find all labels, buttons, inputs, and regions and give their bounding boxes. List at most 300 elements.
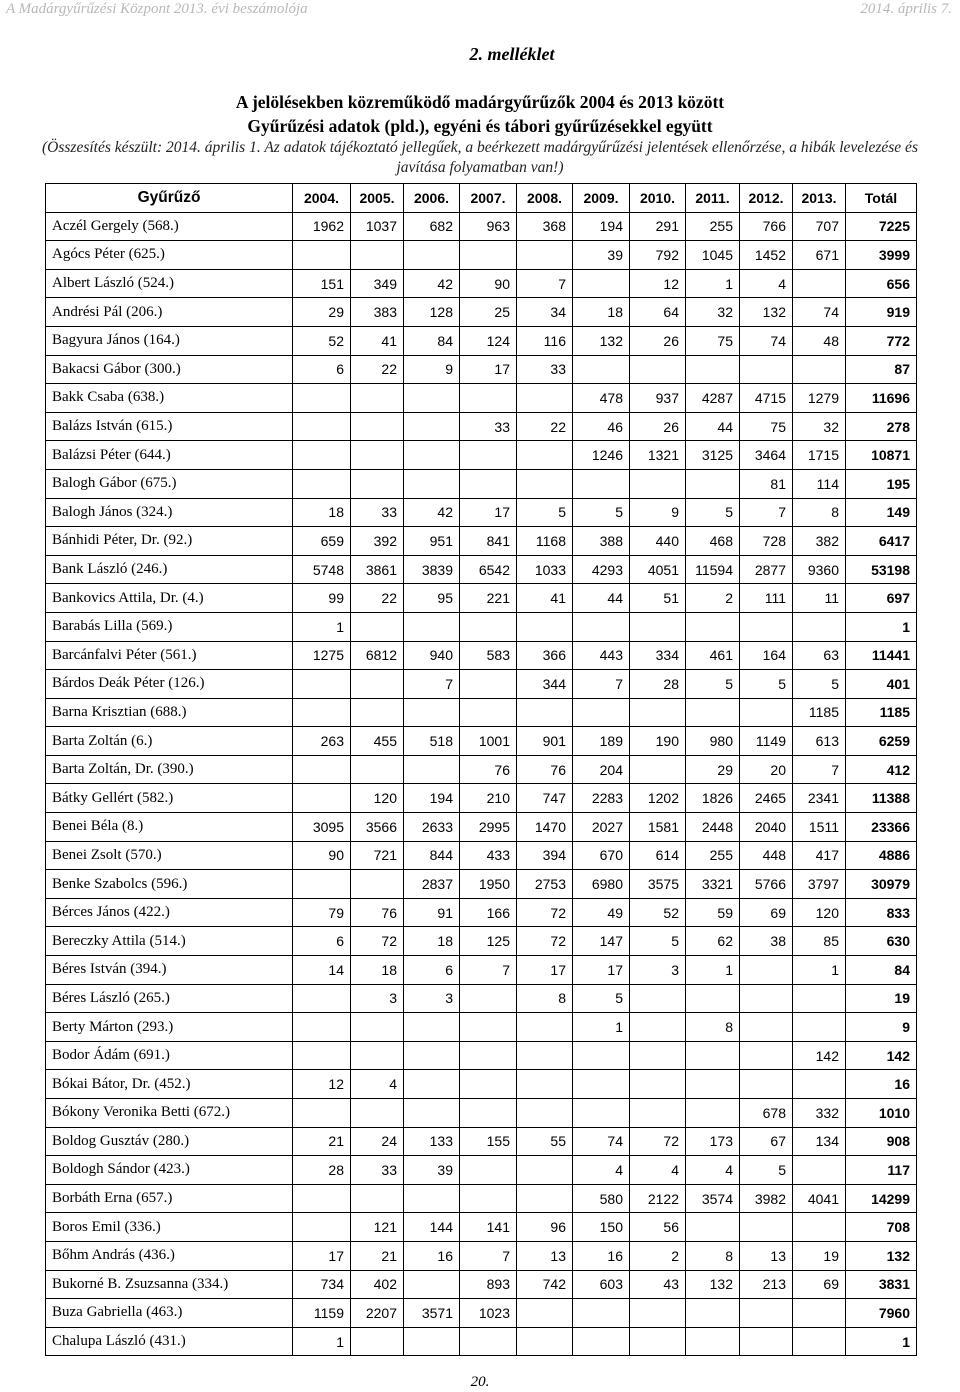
year-count-cell bbox=[793, 1156, 846, 1185]
year-count-cell: 210 bbox=[460, 784, 517, 813]
column-header-year: 2013. bbox=[793, 184, 846, 213]
total-cell: 833 bbox=[846, 898, 917, 927]
year-count-cell: 1275 bbox=[293, 641, 351, 670]
total-cell: 708 bbox=[846, 1213, 917, 1242]
year-count-cell: 151 bbox=[293, 269, 351, 298]
year-count-cell: 5 bbox=[517, 498, 573, 527]
ringer-name-cell: Albert László (524.) bbox=[46, 269, 293, 298]
year-count-cell bbox=[404, 469, 460, 498]
year-count-cell: 42 bbox=[404, 498, 460, 527]
column-header-year: 2007. bbox=[460, 184, 517, 213]
year-count-cell bbox=[793, 1327, 846, 1356]
year-count-cell bbox=[630, 984, 686, 1013]
year-count-cell: 1470 bbox=[517, 813, 573, 842]
year-count-cell: 4051 bbox=[630, 555, 686, 584]
year-count-cell bbox=[793, 269, 846, 298]
year-count-cell: 114 bbox=[793, 469, 846, 498]
year-count-cell bbox=[517, 1184, 573, 1213]
total-cell: 23366 bbox=[846, 813, 917, 842]
year-count-cell bbox=[793, 612, 846, 641]
year-count-cell: 96 bbox=[517, 1213, 573, 1242]
year-count-cell: 90 bbox=[293, 841, 351, 870]
year-count-cell: 392 bbox=[351, 527, 404, 556]
year-count-cell: 33 bbox=[460, 412, 517, 441]
year-count-cell: 583 bbox=[460, 641, 517, 670]
table-row bbox=[46, 1299, 917, 1328]
year-count-cell: 17 bbox=[293, 1241, 351, 1270]
year-count-cell: 1001 bbox=[460, 727, 517, 756]
year-count-cell: 74 bbox=[740, 326, 793, 355]
year-count-cell: 9360 bbox=[793, 555, 846, 584]
year-count-cell bbox=[293, 441, 351, 470]
year-count-cell: 49 bbox=[573, 898, 630, 927]
table-row bbox=[46, 355, 917, 384]
ringer-name-cell: Balázs István (615.) bbox=[46, 412, 293, 441]
year-count-cell: 18 bbox=[573, 298, 630, 327]
total-cell: 3831 bbox=[846, 1270, 917, 1299]
year-count-cell: 44 bbox=[573, 584, 630, 613]
year-count-cell: 4293 bbox=[573, 555, 630, 584]
year-count-cell: 72 bbox=[517, 898, 573, 927]
year-count-cell: 221 bbox=[460, 584, 517, 613]
year-count-cell: 670 bbox=[573, 841, 630, 870]
year-count-cell: 5766 bbox=[740, 870, 793, 899]
year-count-cell bbox=[740, 1013, 793, 1042]
column-header-year: 2010. bbox=[630, 184, 686, 213]
year-count-cell: 1045 bbox=[686, 241, 740, 270]
year-count-cell: 3571 bbox=[404, 1299, 460, 1328]
year-count-cell: 173 bbox=[686, 1127, 740, 1156]
year-count-cell: 382 bbox=[793, 527, 846, 556]
ringers-table-container bbox=[45, 183, 916, 1356]
table-row bbox=[46, 1156, 917, 1185]
year-count-cell: 1321 bbox=[630, 441, 686, 470]
year-count-cell: 5 bbox=[686, 498, 740, 527]
year-count-cell: 344 bbox=[517, 670, 573, 699]
year-count-cell: 388 bbox=[573, 527, 630, 556]
year-count-cell: 134 bbox=[793, 1127, 846, 1156]
year-count-cell: 742 bbox=[517, 1270, 573, 1299]
table-row bbox=[46, 1270, 917, 1299]
year-count-cell bbox=[404, 384, 460, 413]
table-row bbox=[46, 612, 917, 641]
year-count-cell bbox=[573, 269, 630, 298]
year-count-cell bbox=[460, 441, 517, 470]
year-count-cell bbox=[351, 1041, 404, 1070]
total-cell: 53198 bbox=[846, 555, 917, 584]
year-count-cell: 980 bbox=[686, 727, 740, 756]
total-cell: 1 bbox=[846, 1327, 917, 1356]
year-count-cell: 19 bbox=[793, 1241, 846, 1270]
ringer-name-cell: Agócs Péter (625.) bbox=[46, 241, 293, 270]
year-count-cell: 132 bbox=[686, 1270, 740, 1299]
year-count-cell bbox=[686, 984, 740, 1013]
year-count-cell: 1149 bbox=[740, 727, 793, 756]
year-count-cell: 79 bbox=[293, 898, 351, 927]
year-count-cell: 2633 bbox=[404, 813, 460, 842]
year-count-cell: 9 bbox=[404, 355, 460, 384]
ringer-name-cell: Berty Márton (293.) bbox=[46, 1013, 293, 1042]
year-count-cell: 41 bbox=[351, 326, 404, 355]
year-count-cell: 125 bbox=[460, 927, 517, 956]
total-cell: 30979 bbox=[846, 870, 917, 899]
year-count-cell bbox=[517, 1013, 573, 1042]
year-count-cell bbox=[460, 1184, 517, 1213]
year-count-cell: 478 bbox=[573, 384, 630, 413]
year-count-cell: 91 bbox=[404, 898, 460, 927]
year-count-cell: 155 bbox=[460, 1127, 517, 1156]
total-cell: 656 bbox=[846, 269, 917, 298]
year-count-cell: 844 bbox=[404, 841, 460, 870]
total-cell: 401 bbox=[846, 670, 917, 699]
year-count-cell: 4 bbox=[630, 1156, 686, 1185]
year-count-cell: 2122 bbox=[630, 1184, 686, 1213]
total-cell: 87 bbox=[846, 355, 917, 384]
year-count-cell: 937 bbox=[630, 384, 686, 413]
year-count-cell: 76 bbox=[517, 755, 573, 784]
summary-note-line-1: (Összesítés készült: 2014. április 1. Az adatok tájékoztató jellegűek, a beérkezett madárgyűrűzési jelentések ellenőrzése, a hibák levelezése és bbox=[42, 139, 918, 156]
total-cell: 195 bbox=[846, 469, 917, 498]
year-count-cell bbox=[573, 698, 630, 727]
year-count-cell: 33 bbox=[351, 498, 404, 527]
year-count-cell: 2877 bbox=[740, 555, 793, 584]
table-row bbox=[46, 241, 917, 270]
year-count-cell: 255 bbox=[686, 212, 740, 241]
year-count-cell bbox=[293, 1013, 351, 1042]
total-cell: 919 bbox=[846, 298, 917, 327]
total-cell: 3999 bbox=[846, 241, 917, 270]
year-count-cell bbox=[460, 698, 517, 727]
year-count-cell: 147 bbox=[573, 927, 630, 956]
year-count-cell: 39 bbox=[573, 241, 630, 270]
year-count-cell: 1 bbox=[793, 956, 846, 985]
table-row bbox=[46, 555, 917, 584]
total-cell: 630 bbox=[846, 927, 917, 956]
year-count-cell: 2837 bbox=[404, 870, 460, 899]
table-row bbox=[46, 841, 917, 870]
year-count-cell bbox=[460, 469, 517, 498]
year-count-cell: 17 bbox=[517, 956, 573, 985]
annex-label: 2. melléklet bbox=[469, 44, 555, 64]
column-header-year: 2005. bbox=[351, 184, 404, 213]
year-count-cell bbox=[293, 1099, 351, 1128]
total-cell: 9 bbox=[846, 1013, 917, 1042]
table-row bbox=[46, 641, 917, 670]
year-count-cell: 671 bbox=[793, 241, 846, 270]
year-count-cell: 1452 bbox=[740, 241, 793, 270]
year-count-cell bbox=[630, 1041, 686, 1070]
total-cell: 1 bbox=[846, 612, 917, 641]
year-count-cell bbox=[351, 1184, 404, 1213]
year-count-cell bbox=[404, 1270, 460, 1299]
year-count-cell: 1023 bbox=[460, 1299, 517, 1328]
year-count-cell bbox=[517, 1070, 573, 1099]
ringer-name-cell: Boros Emil (336.) bbox=[46, 1213, 293, 1242]
year-count-cell bbox=[404, 1327, 460, 1356]
year-count-cell bbox=[293, 984, 351, 1013]
year-count-cell bbox=[793, 1299, 846, 1328]
year-count-cell: 194 bbox=[404, 784, 460, 813]
year-count-cell: 24 bbox=[351, 1127, 404, 1156]
year-count-cell: 69 bbox=[793, 1270, 846, 1299]
year-count-cell: 1 bbox=[573, 1013, 630, 1042]
year-count-cell: 26 bbox=[630, 326, 686, 355]
ringer-name-cell: Chalupa László (431.) bbox=[46, 1327, 293, 1356]
year-count-cell bbox=[351, 469, 404, 498]
year-count-cell: 52 bbox=[293, 326, 351, 355]
year-count-cell: 128 bbox=[404, 298, 460, 327]
header-report-title: A Madárgyűrűzési Központ 2013. évi beszámolója bbox=[6, 1, 308, 17]
year-count-cell: 43 bbox=[630, 1270, 686, 1299]
year-count-cell bbox=[686, 1099, 740, 1128]
year-count-cell: 2995 bbox=[460, 813, 517, 842]
table-row bbox=[46, 813, 917, 842]
year-count-cell: 72 bbox=[517, 927, 573, 956]
year-count-cell: 5 bbox=[740, 670, 793, 699]
year-count-cell: 41 bbox=[517, 584, 573, 613]
year-count-cell: 67 bbox=[740, 1127, 793, 1156]
year-count-cell: 707 bbox=[793, 212, 846, 241]
year-count-cell bbox=[351, 755, 404, 784]
year-count-cell bbox=[517, 1299, 573, 1328]
year-count-cell bbox=[351, 670, 404, 699]
year-count-cell bbox=[351, 1327, 404, 1356]
year-count-cell: 84 bbox=[404, 326, 460, 355]
year-count-cell: 28 bbox=[630, 670, 686, 699]
year-count-cell bbox=[630, 355, 686, 384]
total-cell: 19 bbox=[846, 984, 917, 1013]
year-count-cell: 5748 bbox=[293, 555, 351, 584]
table-row bbox=[46, 698, 917, 727]
ringer-name-cell: Borbáth Erna (657.) bbox=[46, 1184, 293, 1213]
ringer-name-cell: Bérces János (422.) bbox=[46, 898, 293, 927]
year-count-cell bbox=[293, 1213, 351, 1242]
year-count-cell: 95 bbox=[404, 584, 460, 613]
table-row bbox=[46, 441, 917, 470]
year-count-cell bbox=[404, 1184, 460, 1213]
year-count-cell: 1715 bbox=[793, 441, 846, 470]
year-count-cell: 7 bbox=[740, 498, 793, 527]
year-count-cell: 841 bbox=[460, 527, 517, 556]
year-count-cell bbox=[793, 984, 846, 1013]
year-count-cell: 603 bbox=[573, 1270, 630, 1299]
year-count-cell bbox=[630, 612, 686, 641]
year-count-cell: 417 bbox=[793, 841, 846, 870]
year-count-cell bbox=[686, 612, 740, 641]
year-count-cell: 25 bbox=[460, 298, 517, 327]
year-count-cell bbox=[293, 384, 351, 413]
year-count-cell: 613 bbox=[793, 727, 846, 756]
year-count-cell: 59 bbox=[686, 898, 740, 927]
ringer-name-cell: Andrési Pál (206.) bbox=[46, 298, 293, 327]
year-count-cell: 62 bbox=[686, 927, 740, 956]
year-count-cell bbox=[573, 469, 630, 498]
year-count-cell: 334 bbox=[630, 641, 686, 670]
year-count-cell bbox=[460, 241, 517, 270]
table-row bbox=[46, 498, 917, 527]
year-count-cell: 8 bbox=[686, 1241, 740, 1270]
column-header-year: 2008. bbox=[517, 184, 573, 213]
year-count-cell: 1159 bbox=[293, 1299, 351, 1328]
ringer-name-cell: Bárdos Deák Péter (126.) bbox=[46, 670, 293, 699]
year-count-cell: 55 bbox=[517, 1127, 573, 1156]
year-count-cell: 32 bbox=[686, 298, 740, 327]
ringer-name-cell: Barta Zoltán, Dr. (390.) bbox=[46, 755, 293, 784]
ringer-name-cell: Bőhm András (436.) bbox=[46, 1241, 293, 1270]
ringers-table bbox=[45, 183, 917, 1356]
year-count-cell: 394 bbox=[517, 841, 573, 870]
year-count-cell: 6 bbox=[404, 956, 460, 985]
year-count-cell: 3095 bbox=[293, 813, 351, 842]
table-row bbox=[46, 1041, 917, 1070]
year-count-cell bbox=[460, 670, 517, 699]
year-count-cell bbox=[686, 1213, 740, 1242]
ringer-name-cell: Boldogh Sándor (423.) bbox=[46, 1156, 293, 1185]
year-count-cell: 940 bbox=[404, 641, 460, 670]
total-cell: 6417 bbox=[846, 527, 917, 556]
year-count-cell bbox=[686, 1327, 740, 1356]
year-count-cell: 204 bbox=[573, 755, 630, 784]
table-row bbox=[46, 384, 917, 413]
year-count-cell: 1826 bbox=[686, 784, 740, 813]
year-count-cell: 75 bbox=[686, 326, 740, 355]
year-count-cell: 111 bbox=[740, 584, 793, 613]
year-count-cell: 85 bbox=[793, 927, 846, 956]
total-cell: 1185 bbox=[846, 698, 917, 727]
year-count-cell: 2 bbox=[630, 1241, 686, 1270]
year-count-cell bbox=[793, 1213, 846, 1242]
ringer-name-cell: Bankovics Attila, Dr. (4.) bbox=[46, 584, 293, 613]
year-count-cell: 17 bbox=[460, 498, 517, 527]
year-count-cell: 792 bbox=[630, 241, 686, 270]
year-count-cell bbox=[404, 1013, 460, 1042]
year-count-cell: 383 bbox=[351, 298, 404, 327]
year-count-cell: 132 bbox=[740, 298, 793, 327]
year-count-cell: 44 bbox=[686, 412, 740, 441]
year-count-cell: 2448 bbox=[686, 813, 740, 842]
year-count-cell bbox=[404, 1070, 460, 1099]
year-count-cell: 5 bbox=[793, 670, 846, 699]
column-header-year: 2011. bbox=[686, 184, 740, 213]
year-count-cell: 17 bbox=[460, 355, 517, 384]
year-count-cell bbox=[293, 1184, 351, 1213]
ringer-name-cell: Balázsi Péter (644.) bbox=[46, 441, 293, 470]
year-count-cell: 3 bbox=[630, 956, 686, 985]
ringer-name-cell: Bókai Bátor, Dr. (452.) bbox=[46, 1070, 293, 1099]
year-count-cell: 659 bbox=[293, 527, 351, 556]
year-count-cell: 38 bbox=[740, 927, 793, 956]
table-row bbox=[46, 927, 917, 956]
column-header-year: 2006. bbox=[404, 184, 460, 213]
table-row bbox=[46, 784, 917, 813]
year-count-cell bbox=[630, 469, 686, 498]
total-cell: 278 bbox=[846, 412, 917, 441]
year-count-cell: 76 bbox=[351, 898, 404, 927]
ringer-name-cell: Boldog Gusztáv (280.) bbox=[46, 1127, 293, 1156]
year-count-cell: 7 bbox=[460, 1241, 517, 1270]
total-cell: 142 bbox=[846, 1041, 917, 1070]
year-count-cell: 69 bbox=[740, 898, 793, 927]
table-row bbox=[46, 269, 917, 298]
year-count-cell: 194 bbox=[573, 212, 630, 241]
year-count-cell: 7 bbox=[404, 670, 460, 699]
ringer-name-cell: Barcánfalvi Péter (561.) bbox=[46, 641, 293, 670]
year-count-cell bbox=[351, 612, 404, 641]
year-count-cell: 1279 bbox=[793, 384, 846, 413]
year-count-cell: 124 bbox=[460, 326, 517, 355]
year-count-cell: 120 bbox=[793, 898, 846, 927]
year-count-cell bbox=[686, 1070, 740, 1099]
year-count-cell: 21 bbox=[293, 1127, 351, 1156]
year-count-cell: 33 bbox=[517, 355, 573, 384]
year-count-cell bbox=[293, 870, 351, 899]
year-count-cell: 2341 bbox=[793, 784, 846, 813]
year-count-cell bbox=[460, 612, 517, 641]
year-count-cell: 56 bbox=[630, 1213, 686, 1242]
ringer-name-cell: Bánhidi Péter, Dr. (92.) bbox=[46, 527, 293, 556]
year-count-cell: 11 bbox=[793, 584, 846, 613]
year-count-cell bbox=[517, 1327, 573, 1356]
year-count-cell: 1 bbox=[686, 269, 740, 298]
year-count-cell: 518 bbox=[404, 727, 460, 756]
year-count-cell: 4 bbox=[740, 269, 793, 298]
year-count-cell: 614 bbox=[630, 841, 686, 870]
year-count-cell: 734 bbox=[293, 1270, 351, 1299]
ringer-name-cell: Bukorné B. Zsuzsanna (334.) bbox=[46, 1270, 293, 1299]
year-count-cell: 728 bbox=[740, 527, 793, 556]
total-cell: 149 bbox=[846, 498, 917, 527]
year-count-cell bbox=[517, 241, 573, 270]
year-count-cell: 6542 bbox=[460, 555, 517, 584]
total-cell: 16 bbox=[846, 1070, 917, 1099]
year-count-cell: 332 bbox=[793, 1099, 846, 1128]
table-row bbox=[46, 1184, 917, 1213]
total-cell: 6259 bbox=[846, 727, 917, 756]
year-count-cell: 72 bbox=[351, 927, 404, 956]
year-count-cell: 34 bbox=[517, 298, 573, 327]
year-count-cell: 721 bbox=[351, 841, 404, 870]
total-cell: 697 bbox=[846, 584, 917, 613]
year-count-cell bbox=[351, 698, 404, 727]
year-count-cell: 901 bbox=[517, 727, 573, 756]
ringer-name-cell: Bókony Veronika Betti (672.) bbox=[46, 1099, 293, 1128]
table-row bbox=[46, 956, 917, 985]
year-count-cell bbox=[793, 355, 846, 384]
year-count-cell: 4041 bbox=[793, 1184, 846, 1213]
year-count-cell: 682 bbox=[404, 212, 460, 241]
year-count-cell: 1037 bbox=[351, 212, 404, 241]
year-count-cell bbox=[460, 1099, 517, 1128]
year-count-cell bbox=[351, 241, 404, 270]
year-count-cell: 1185 bbox=[793, 698, 846, 727]
year-count-cell bbox=[573, 1070, 630, 1099]
table-row bbox=[46, 984, 917, 1013]
year-count-cell bbox=[404, 1099, 460, 1128]
total-cell: 7960 bbox=[846, 1299, 917, 1328]
year-count-cell: 22 bbox=[351, 584, 404, 613]
ringer-name-cell: Bodor Ádám (691.) bbox=[46, 1041, 293, 1070]
year-count-cell bbox=[293, 241, 351, 270]
year-count-cell bbox=[630, 1299, 686, 1328]
year-count-cell: 6980 bbox=[573, 870, 630, 899]
year-count-cell bbox=[573, 355, 630, 384]
year-count-cell: 12 bbox=[293, 1070, 351, 1099]
year-count-cell: 48 bbox=[793, 326, 846, 355]
year-count-cell bbox=[517, 441, 573, 470]
year-count-cell: 150 bbox=[573, 1213, 630, 1242]
year-count-cell: 1033 bbox=[517, 555, 573, 584]
year-count-cell bbox=[404, 412, 460, 441]
